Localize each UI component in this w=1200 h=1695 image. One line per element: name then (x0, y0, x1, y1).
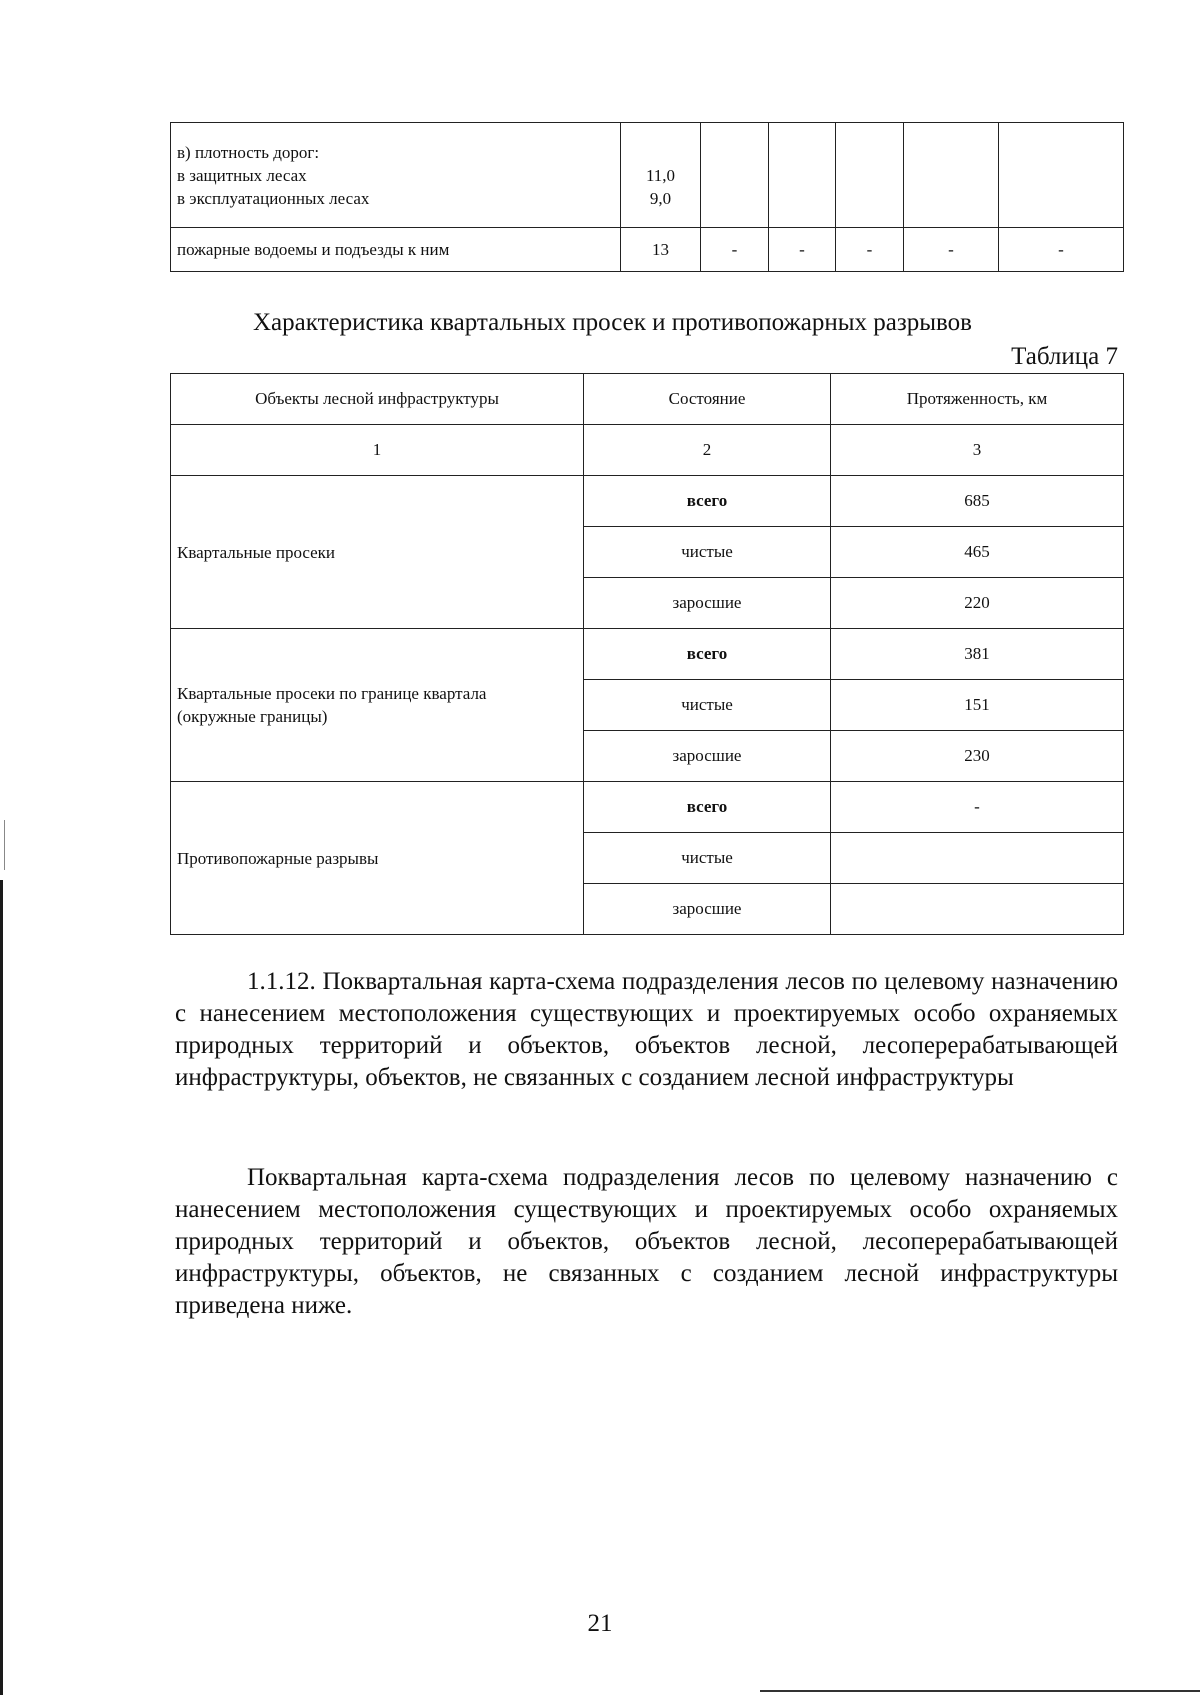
empty-cell (904, 123, 999, 228)
row-label-fire-ponds: пожарные водоемы и подъезды к ним (171, 228, 621, 272)
state-cell: чистые (584, 527, 831, 578)
table-row (171, 123, 1124, 228)
length-cell: - (831, 782, 1124, 833)
object-cell (171, 629, 584, 782)
column-number: 2 (584, 425, 831, 476)
column-header: Протяженность, км (831, 374, 1124, 425)
value-cell: 13 (621, 228, 701, 272)
dash-cell: - (999, 228, 1124, 272)
empty-cell (701, 123, 769, 228)
paragraph-text: Поквартальная карта-схема подразделения лесов по целевому назначению с нанесением местоположения существующих и проектируемых особо охраняемых природных территорий и объектов, объектов лесной, лесоперерабатывающей инфраструктуры, объектов, не связанных с созданием лесной инфраструктуры приведена ниже. (175, 1164, 1118, 1319)
column-number: 3 (831, 425, 1124, 476)
dash-cell: - (701, 228, 769, 272)
length-cell: 685 (831, 476, 1124, 527)
object-label: Квартальные просеки (177, 542, 336, 562)
page-number: 21 (587, 1610, 613, 1637)
scan-border-bottom (760, 1690, 1200, 1692)
table-row (171, 228, 1124, 272)
dash-cell: - (836, 228, 904, 272)
table-title: Характеристика квартальных просек и противопожарных разрывов (253, 309, 972, 336)
empty-cell (999, 123, 1124, 228)
object-label: (окружные границы) (177, 707, 328, 726)
table-row (171, 476, 1124, 527)
object-label: Противопожарные разрывы (177, 848, 379, 868)
object-cell (171, 782, 584, 935)
state-cell: всего (584, 629, 831, 680)
dash-cell: - (769, 228, 836, 272)
value-protective: 11,0 (645, 165, 676, 185)
paragraph-text: 1.1.12. Поквартальная карта-схема подразделения лесов по целевому назначению с нанесением местоположения существующих и проектируемых особо охраняемых природных территорий и объектов, объектов лесной, лесоперерабатывающей инфраструктуры, объектов, не связанных с созданием лесной инфраструктуры (175, 968, 1118, 1091)
state-cell: всего (584, 476, 831, 527)
section-heading-paragraph (175, 966, 1118, 1094)
length-cell (831, 884, 1124, 935)
value-cell (621, 123, 701, 228)
table-row (171, 629, 1124, 680)
state-cell: заросшие (584, 578, 831, 629)
roads-density-table (170, 122, 1124, 272)
object-label: Квартальные просеки по границе квартала (177, 684, 487, 703)
length-cell: 220 (831, 578, 1124, 629)
column-number-row (171, 425, 1124, 476)
clearings-table (170, 373, 1124, 935)
dash-cell: - (904, 228, 999, 272)
table-header-row (171, 374, 1124, 425)
length-cell: 151 (831, 680, 1124, 731)
row-label-line: в защитных лесах (177, 165, 307, 185)
length-cell: 465 (831, 527, 1124, 578)
empty-cell (769, 123, 836, 228)
state-cell: заросшие (584, 884, 831, 935)
length-cell (831, 833, 1124, 884)
state-cell: чистые (584, 680, 831, 731)
empty-cell (836, 123, 904, 228)
value-operational: 9,0 (649, 188, 672, 208)
column-header: Состояние (584, 374, 831, 425)
column-header: Объекты лесной инфраструктуры (171, 374, 584, 425)
row-label-line: в эксплуатационных лесах (177, 188, 370, 208)
table-row (171, 782, 1124, 833)
scan-mark (4, 820, 5, 870)
length-cell: 381 (831, 629, 1124, 680)
state-cell: чистые (584, 833, 831, 884)
state-cell: заросшие (584, 731, 831, 782)
state-cell: всего (584, 782, 831, 833)
row-label-line: в) плотность дорог: (177, 142, 320, 162)
table-number: Таблица 7 (1011, 343, 1118, 370)
object-cell (171, 476, 584, 629)
scan-border-left (0, 880, 3, 1695)
row-label-road-density (171, 123, 621, 228)
body-paragraph (175, 1162, 1118, 1322)
length-cell: 230 (831, 731, 1124, 782)
column-number: 1 (171, 425, 584, 476)
